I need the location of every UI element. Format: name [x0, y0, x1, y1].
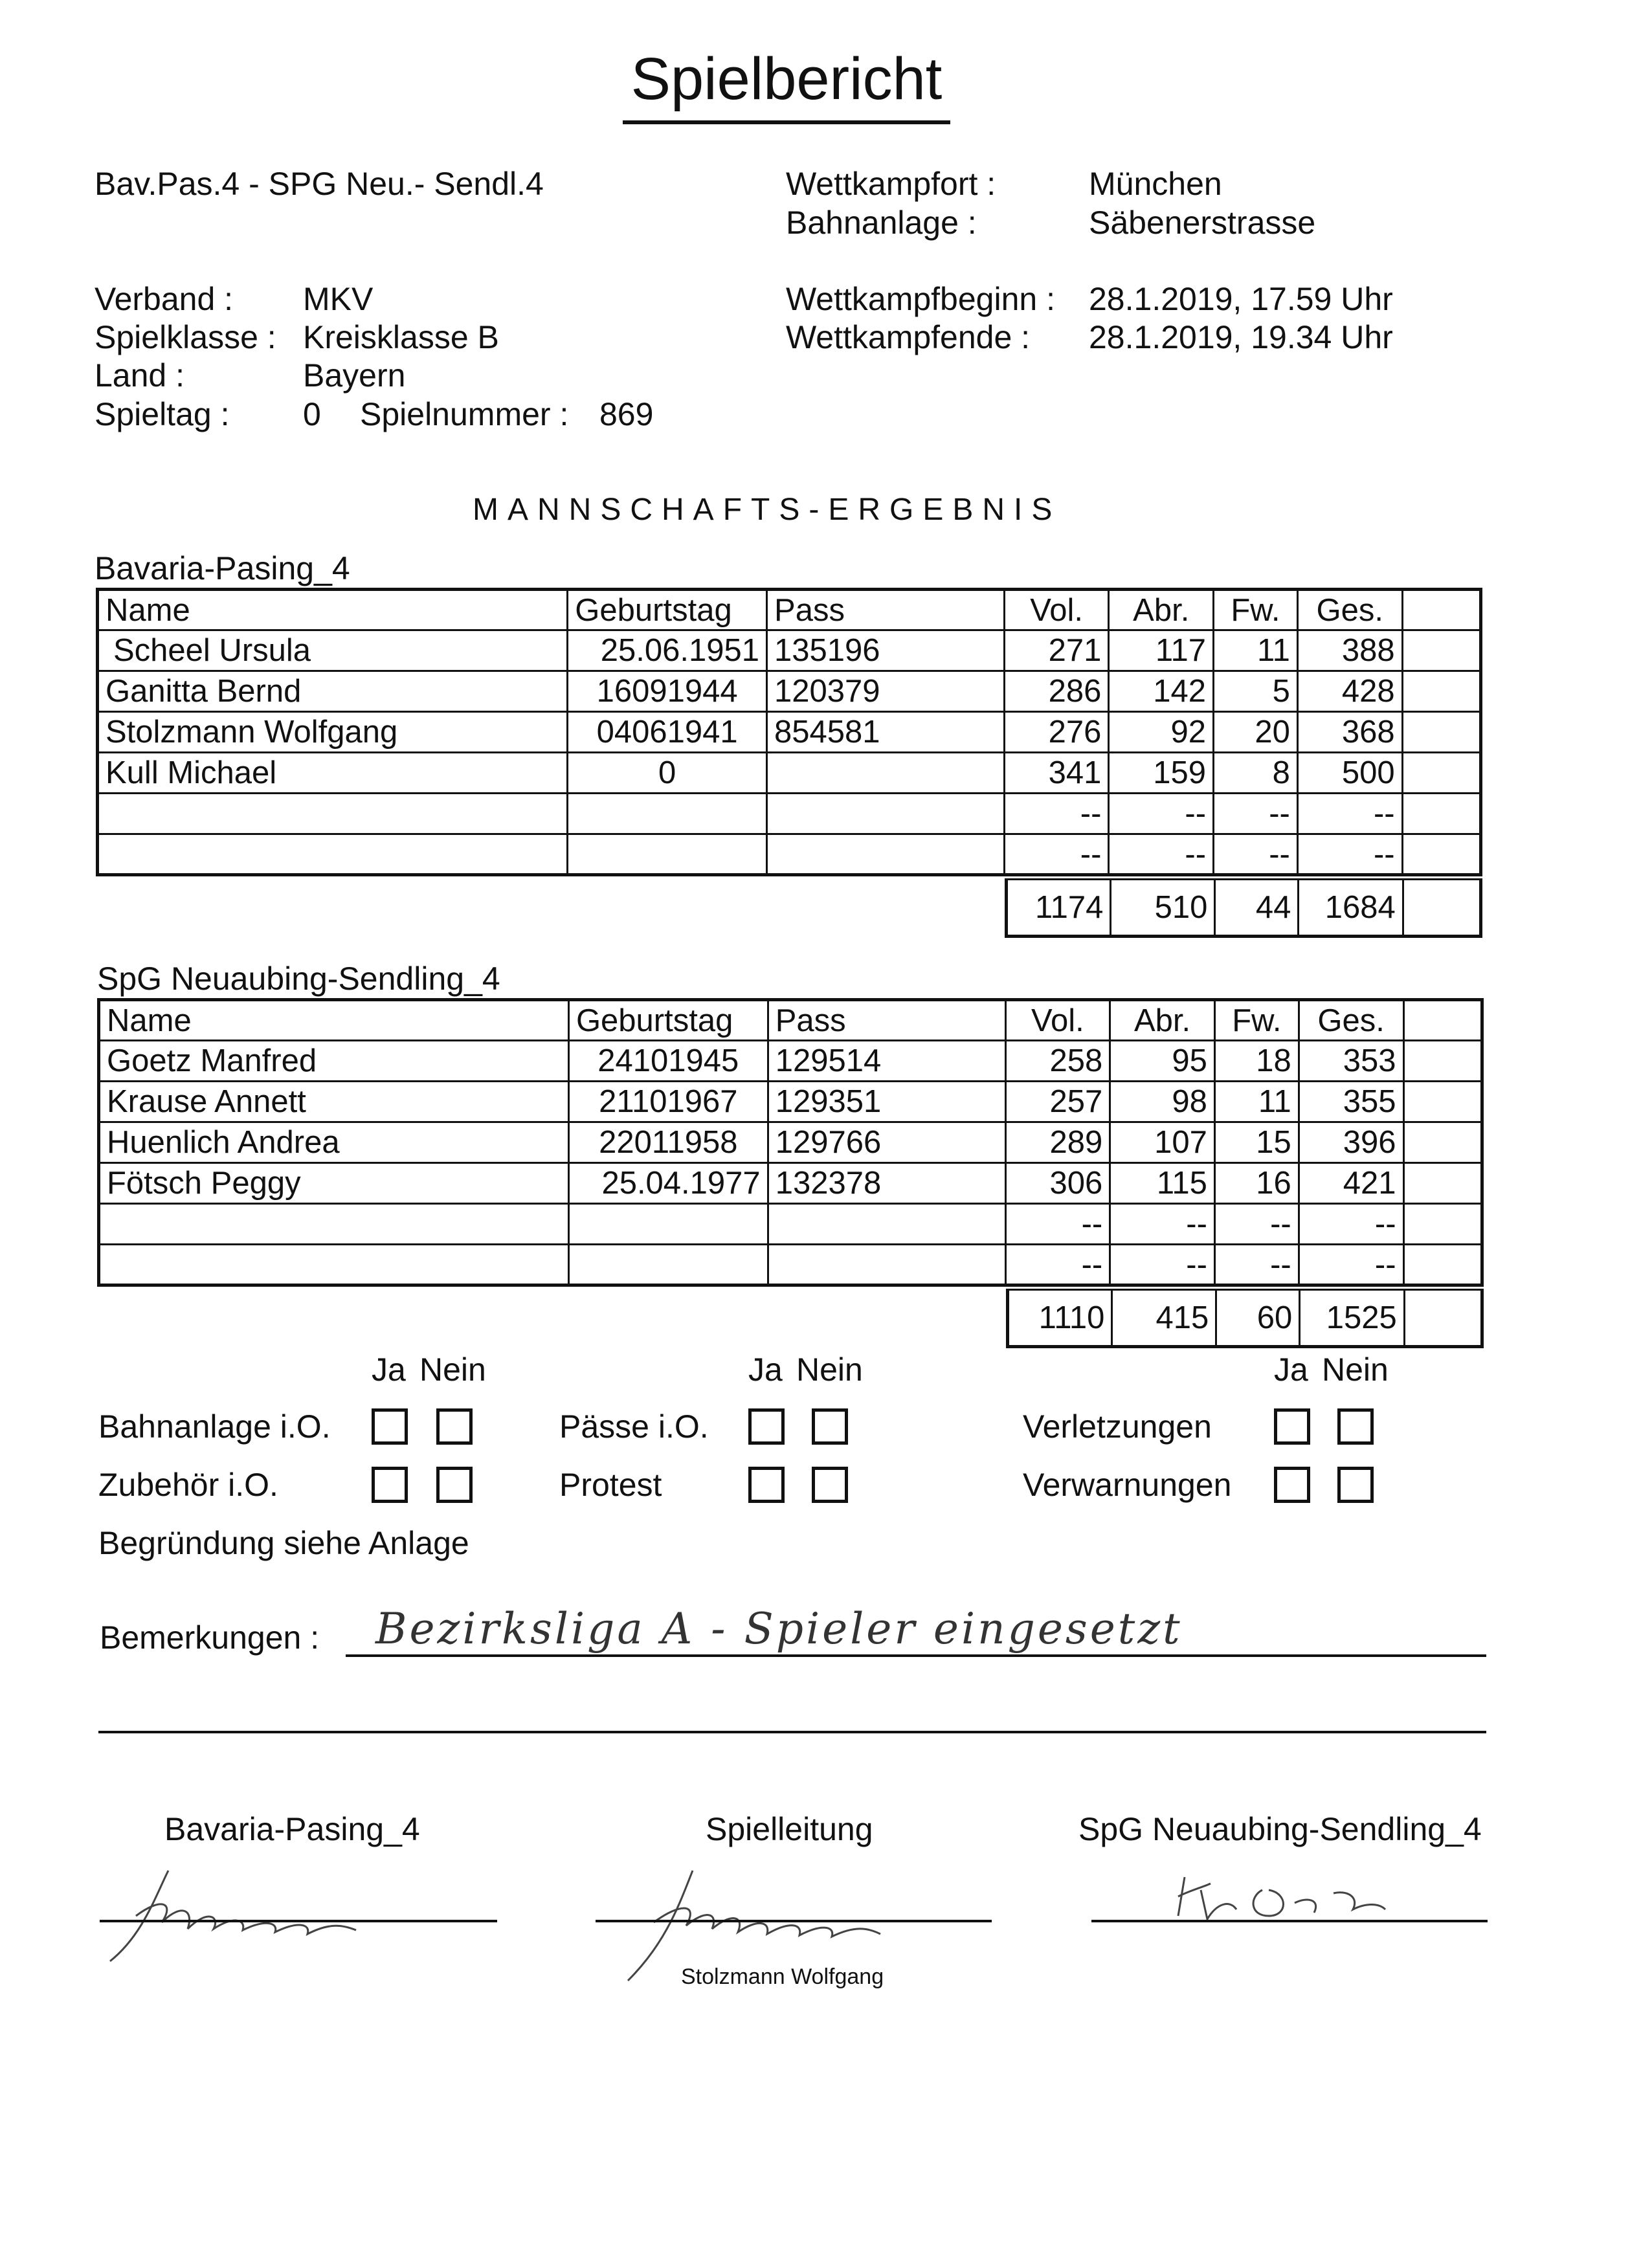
- player-vol: 276: [1004, 712, 1109, 753]
- col-name: Name: [98, 590, 568, 630]
- signature-leitung-line: [596, 1920, 992, 1922]
- player-birthday: 16091944: [568, 671, 767, 712]
- row-empty-cell: [1402, 671, 1480, 712]
- player-birthday: [568, 794, 767, 834]
- spieltag-value: 0: [303, 396, 321, 432]
- nein-label: Nein: [796, 1351, 863, 1388]
- col-empty: [1403, 1000, 1482, 1041]
- total-fw: 60: [1216, 1290, 1300, 1347]
- player-pass: [768, 1204, 1005, 1245]
- player-birthday: 21101967: [568, 1082, 768, 1122]
- table-row: [99, 1122, 1482, 1163]
- zubehoer-nein-checkbox[interactable]: [436, 1467, 473, 1503]
- player-fw: --: [1214, 1204, 1299, 1245]
- protest-check-label: Protest: [559, 1467, 662, 1503]
- table-row: [98, 671, 1481, 712]
- table-row: [98, 834, 1481, 875]
- row-empty-cell: [1403, 1082, 1482, 1122]
- player-abr: 107: [1110, 1122, 1215, 1163]
- player-fw: 20: [1214, 712, 1298, 753]
- player-ges: 388: [1297, 630, 1402, 671]
- spielnummer-label: Spielnummer :: [360, 396, 569, 432]
- player-birthday: 0: [568, 753, 767, 794]
- team1-totals: [1005, 878, 1482, 938]
- player-birthday: 04061941: [568, 712, 767, 753]
- row-empty-cell: [1402, 712, 1480, 753]
- player-fw: 18: [1214, 1041, 1299, 1082]
- team1-name: Bavaria-Pasing_4: [95, 550, 350, 586]
- row-empty-cell: [1403, 1041, 1482, 1082]
- row-empty-cell: [1402, 794, 1480, 834]
- player-name: Scheel Ursula: [98, 630, 568, 671]
- remarks-line-2: [98, 1731, 1486, 1733]
- spielklasse-value: Kreisklasse B: [303, 319, 499, 355]
- table-row: [99, 1082, 1482, 1122]
- ja-label: Ja: [372, 1351, 406, 1388]
- col-vol: Vol.: [1004, 590, 1109, 630]
- page-title: Spielbericht: [631, 46, 943, 112]
- paesse-check-label: Pässe i.O.: [559, 1408, 709, 1445]
- player-pass: [767, 834, 1005, 875]
- total-ges: 1525: [1300, 1290, 1404, 1347]
- player-pass: 129766: [768, 1122, 1005, 1163]
- protest-ja-checkbox[interactable]: [748, 1467, 785, 1503]
- player-pass: 854581: [767, 712, 1005, 753]
- player-pass: [767, 794, 1005, 834]
- player-abr: --: [1110, 1204, 1215, 1245]
- col-name: Name: [99, 1000, 569, 1041]
- player-pass: [768, 1245, 1005, 1285]
- verwarnungen-check-label: Verwarnungen: [1023, 1467, 1232, 1503]
- player-pass: 135196: [767, 630, 1005, 671]
- col-empty: [1402, 590, 1480, 630]
- player-fw: --: [1214, 1245, 1299, 1285]
- signature-team2-scribble: [1165, 1864, 1424, 1942]
- player-abr: --: [1110, 1245, 1215, 1285]
- col-abr: Abr.: [1110, 1000, 1215, 1041]
- table-row: [99, 1041, 1482, 1082]
- signature-team1-scribble: [97, 1858, 382, 1974]
- player-ges: 500: [1297, 753, 1402, 794]
- table-row: [99, 1163, 1482, 1204]
- match-name: Bav.Pas.4 - SPG Neu.- Sendl.4: [95, 166, 544, 202]
- signature-team2-line: [1091, 1920, 1488, 1922]
- ja-label: Ja: [1274, 1351, 1308, 1388]
- player-name: Kull Michael: [98, 753, 568, 794]
- player-birthday: 25.06.1951: [568, 630, 767, 671]
- player-abr: 115: [1110, 1163, 1215, 1204]
- player-vol: 289: [1005, 1122, 1110, 1163]
- player-birthday: 25.04.1977: [568, 1163, 768, 1204]
- wettkampfbeginn-value: 28.1.2019, 17.59 Uhr: [1089, 281, 1393, 317]
- player-name: Ganitta Bernd: [98, 671, 568, 712]
- player-fw: 8: [1214, 753, 1298, 794]
- player-ges: 368: [1297, 712, 1402, 753]
- player-vol: --: [1005, 1245, 1110, 1285]
- player-pass: [767, 753, 1005, 794]
- team1-header-row: [98, 590, 1481, 630]
- spielnummer-value: 869: [599, 396, 654, 432]
- nein-label: Nein: [1322, 1351, 1389, 1388]
- player-ges: 355: [1299, 1082, 1403, 1122]
- player-name: Goetz Manfred: [99, 1041, 569, 1082]
- signature-team1-line: [100, 1920, 497, 1922]
- player-name: [98, 794, 568, 834]
- table-row: [98, 712, 1481, 753]
- col-abr: Abr.: [1109, 590, 1214, 630]
- table-row: [98, 630, 1481, 671]
- signature-team1-label: Bavaria-Pasing_4: [164, 1811, 420, 1847]
- player-vol: 257: [1005, 1082, 1110, 1122]
- team2-header-row: [99, 1000, 1482, 1041]
- total-ges: 1684: [1299, 880, 1403, 937]
- player-birthday: [568, 1245, 768, 1285]
- row-empty-cell: [1402, 753, 1480, 794]
- player-pass: 120379: [767, 671, 1005, 712]
- bahnanlage-nein-checkbox[interactable]: [436, 1408, 473, 1445]
- protest-nein-checkbox[interactable]: [812, 1467, 848, 1503]
- player-abr: 117: [1109, 630, 1214, 671]
- signature-leitung-label: Spielleitung: [706, 1811, 873, 1847]
- table-row: [99, 1204, 1482, 1245]
- nein-label: Nein: [419, 1351, 486, 1388]
- title-underline: [623, 120, 950, 124]
- team1-table: [96, 588, 1482, 876]
- player-vol: 306: [1005, 1163, 1110, 1204]
- total-empty: [1404, 1290, 1482, 1347]
- ja-label: Ja: [748, 1351, 783, 1388]
- zubehoer-ja-checkbox[interactable]: [372, 1467, 408, 1503]
- player-birthday: [568, 1204, 768, 1245]
- total-abr: 415: [1112, 1290, 1216, 1347]
- team2-totals: [1006, 1289, 1484, 1348]
- col-pass: Pass: [767, 590, 1005, 630]
- player-abr: 159: [1109, 753, 1214, 794]
- wettkampfort-value: München: [1089, 166, 1222, 202]
- player-ges: 353: [1299, 1041, 1403, 1082]
- player-vol: 258: [1005, 1041, 1110, 1082]
- player-abr: 142: [1109, 671, 1214, 712]
- wettkampfende-label: Wettkampfende :: [786, 319, 1031, 355]
- spielklasse-label: Spielklasse :: [95, 319, 276, 355]
- begruendung-text: Begründung siehe Anlage: [98, 1525, 469, 1561]
- signature-leitung-name: Stolzmann Wolfgang: [681, 1964, 884, 1989]
- remarks-label: Bemerkungen :: [100, 1619, 320, 1656]
- verletzungen-nein-checkbox[interactable]: [1337, 1408, 1374, 1445]
- player-vol: 286: [1004, 671, 1109, 712]
- col-ges: Ges.: [1299, 1000, 1403, 1041]
- total-fw: 44: [1215, 880, 1299, 937]
- table-row: [98, 794, 1481, 834]
- verband-value: MKV: [303, 281, 374, 317]
- player-ges: --: [1297, 794, 1402, 834]
- row-empty-cell: [1403, 1163, 1482, 1204]
- player-vol: --: [1004, 794, 1109, 834]
- bahnanlage-ja-checkbox[interactable]: [372, 1408, 408, 1445]
- player-vol: 271: [1004, 630, 1109, 671]
- player-fw: 15: [1214, 1122, 1299, 1163]
- player-abr: --: [1109, 794, 1214, 834]
- col-ges: Ges.: [1297, 590, 1402, 630]
- col-geburtstag: Geburtstag: [568, 590, 767, 630]
- player-name: Krause Annett: [99, 1082, 569, 1122]
- player-abr: 95: [1110, 1041, 1215, 1082]
- player-ges: 396: [1299, 1122, 1403, 1163]
- table-row: [99, 1245, 1482, 1285]
- player-abr: 98: [1110, 1082, 1215, 1122]
- player-ges: --: [1297, 834, 1402, 875]
- land-label: Land :: [95, 357, 185, 394]
- wettkampfende-value: 28.1.2019, 19.34 Uhr: [1089, 319, 1393, 355]
- verletzungen-ja-checkbox[interactable]: [1274, 1408, 1310, 1445]
- player-name: Stolzmann Wolfgang: [98, 712, 568, 753]
- player-ges: 428: [1297, 671, 1402, 712]
- section-title: MANNSCHAFTS-ERGEBNIS: [473, 493, 1062, 527]
- totals-row: [1007, 880, 1481, 937]
- spieltag-label: Spieltag :: [95, 396, 230, 432]
- col-fw: Fw.: [1214, 590, 1298, 630]
- player-birthday: 22011958: [568, 1122, 768, 1163]
- player-name: [99, 1245, 569, 1285]
- verletzungen-check-label: Verletzungen: [1023, 1408, 1212, 1445]
- player-birthday: 24101945: [568, 1041, 768, 1082]
- player-name: [99, 1204, 569, 1245]
- table-row: [98, 753, 1481, 794]
- player-abr: 92: [1109, 712, 1214, 753]
- row-empty-cell: [1403, 1245, 1482, 1285]
- player-abr: --: [1109, 834, 1214, 875]
- zubehoer-check-label: Zubehör i.O.: [98, 1467, 278, 1503]
- player-name: Huenlich Andrea: [99, 1122, 569, 1163]
- verband-label: Verband :: [95, 281, 234, 317]
- verwarnungen-ja-checkbox[interactable]: [1274, 1467, 1310, 1503]
- row-empty-cell: [1402, 834, 1480, 875]
- player-pass: 132378: [768, 1163, 1005, 1204]
- player-ges: --: [1299, 1245, 1403, 1285]
- total-abr: 510: [1111, 880, 1215, 937]
- player-ges: 421: [1299, 1163, 1403, 1204]
- total-empty: [1403, 880, 1480, 937]
- player-name: Fötsch Peggy: [99, 1163, 569, 1204]
- col-geburtstag: Geburtstag: [568, 1000, 768, 1041]
- player-vol: 341: [1004, 753, 1109, 794]
- row-empty-cell: [1403, 1122, 1482, 1163]
- wettkampfbeginn-label: Wettkampfbeginn :: [786, 281, 1055, 317]
- col-pass: Pass: [768, 1000, 1005, 1041]
- player-fw: 16: [1214, 1163, 1299, 1204]
- player-fw: --: [1214, 794, 1298, 834]
- player-name: [98, 834, 568, 875]
- total-vol: 1110: [1008, 1290, 1112, 1347]
- team2-name: SpG Neuaubing-Sendling_4: [97, 961, 500, 997]
- player-fw: --: [1214, 834, 1298, 875]
- team2-table: [97, 998, 1484, 1287]
- col-fw: Fw.: [1214, 1000, 1299, 1041]
- bahnanlage-label: Bahnanlage :: [786, 205, 977, 241]
- land-value: Bayern: [303, 357, 406, 394]
- player-ges: --: [1299, 1204, 1403, 1245]
- player-pass: 129514: [768, 1041, 1005, 1082]
- col-vol: Vol.: [1005, 1000, 1110, 1041]
- remarks-line-1: [346, 1654, 1486, 1657]
- player-vol: --: [1004, 834, 1109, 875]
- row-empty-cell: [1403, 1204, 1482, 1245]
- bahnanlage-value: Säbenerstrasse: [1089, 205, 1316, 241]
- signature-team2-label: SpG Neuaubing-Sendling_4: [1078, 1811, 1482, 1847]
- wettkampfort-label: Wettkampfort :: [786, 166, 996, 202]
- paesse-ja-checkbox[interactable]: [748, 1408, 785, 1445]
- player-vol: --: [1005, 1204, 1110, 1245]
- player-birthday: [568, 834, 767, 875]
- total-vol: 1174: [1007, 880, 1111, 937]
- bahnanlage-check-label: Bahnanlage i.O.: [98, 1408, 331, 1445]
- remarks-handwriting: Bezirksliga A - Spieler eingesetzt: [375, 1604, 1183, 1654]
- paesse-nein-checkbox[interactable]: [812, 1408, 848, 1445]
- player-fw: 11: [1214, 630, 1298, 671]
- totals-row: [1008, 1290, 1482, 1347]
- verwarnungen-nein-checkbox[interactable]: [1337, 1467, 1374, 1503]
- player-fw: 11: [1214, 1082, 1299, 1122]
- row-empty-cell: [1402, 630, 1480, 671]
- player-fw: 5: [1214, 671, 1298, 712]
- player-pass: 129351: [768, 1082, 1005, 1122]
